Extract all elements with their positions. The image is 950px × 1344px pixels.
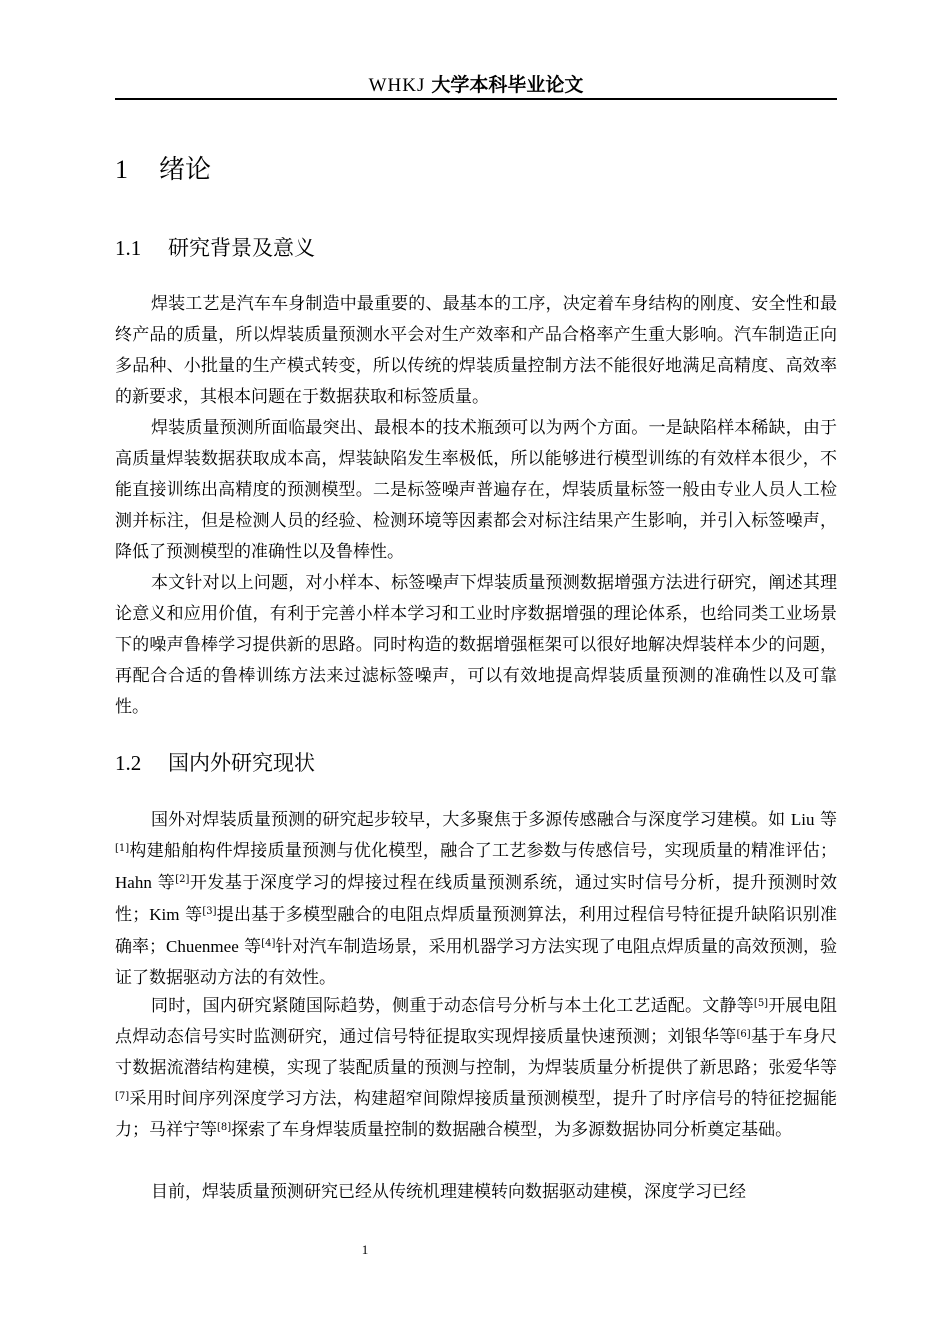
text-run: 同时，国内研究紧随国际趋势，侧重于动态信号分析与本土化工艺适配。文静等 (151, 996, 754, 1016)
text-run: 等 (814, 810, 838, 830)
running-header (115, 72, 837, 99)
citation-ref: [2] (175, 874, 190, 885)
text-run: 开发基于深度学习的焊接过程在线质量预测系统，通过实时信号分析，提升预测时效性； (115, 873, 838, 925)
page-number: 1 (361, 1242, 369, 1257)
section-heading-1-2 (115, 749, 315, 777)
citation-ref: [6] (736, 1029, 751, 1040)
text-run: 构建船舶构件焊接质量预测与优化模型，融合了工艺参数与传感信号，实现质量的精准评估； (129, 841, 837, 861)
paragraph: 目前，焊装质量预测研究已经从传统机理建模转向数据驱动建模，深度学习已经 (151, 1182, 746, 1202)
section-title: 研究背景及意义 (168, 236, 315, 260)
text-run: 探索了车身焊装质量控制的数据融合模型，为多源数据协同分析奠定基础。 (231, 1120, 793, 1140)
paragraph: 焊装质量预测所面临最突出、最根本的技术瓶颈可以为两个方面。一是缺陷样本稀缺，由于高质量焊装数据获取成本高，焊装缺陷发生率极低，所以能够进行模型训练的有效样本很少，不能直接训练出高精度的预测模型。二是标签噪声普遍存在，焊装质量标签一般由专业人员人工检测并标注，但是检测人员的经验、检测环境等因素都会对标注结果产生影响，并引入标签噪声，降低了预测模型的准确性以及鲁棒性。 (115, 418, 837, 562)
citation-ref: [8] (217, 1122, 232, 1133)
paragraph-foreign-research (115, 804, 837, 994)
header-rule (115, 98, 837, 100)
author-name: Kim (149, 905, 180, 924)
text-run: 国外对焊装质量预测的研究起步较早，大多聚焦于多源传感融合与深度学习建模。如 (151, 810, 791, 830)
text-run: 针对汽车制造场景，采用机器学习方法实现了电阻点焊质量的高效预测，验证了数据驱动方法的有效性。 (115, 937, 838, 988)
section-title: 国内外研究现状 (168, 751, 315, 775)
header-code: WHKJ (368, 75, 426, 96)
author-name: Hahn (115, 873, 152, 892)
citation-ref: [7] (115, 1091, 130, 1102)
section-heading-1-1 (115, 234, 315, 262)
author-name: Liu (790, 810, 815, 829)
text-run: 等 (151, 873, 176, 893)
chapter-title: 绪论 (159, 155, 212, 185)
text-run: 基于车身尺寸数据流潜结构建模，实现了装配质量的预测与控制，为焊装质量分析提供了新思路；张爱华等 (115, 1027, 838, 1078)
section-number: 1.2 (115, 751, 142, 775)
text-run: 提出基于多模型融合的电阻点焊质量预测算法，利用过程信号特征提升缺陷识别准确率； (115, 905, 838, 957)
paragraph: 焊装工艺是汽车车身制造中最重要的、最基本的工序，决定着车身结构的刚度、安全性和最终产品的质量，所以焊装质量预测水平会对生产效率和产品合格率产生重大影响。汽车制造正向多品种、小批量的生产模式转变，所以传统的焊装质量控制方法不能很好地满足高精度、高效率的新要求，其根本问题在于数据获取和标签质量。 (115, 294, 837, 407)
text-run: 开展电阻点焊动态信号实时监测研究，通过信号特征提取实现焊接质量快速预测；刘银华等 (115, 996, 837, 1047)
text-run: 等 (238, 937, 262, 957)
paragraph: 本文针对以上问题，对小样本、标签噪声下焊装质量预测数据增强方法进行研究，阐述其理论意义和应用价值，有利于完善小样本学习和工业时序数据增强的理论体系，也给同类工业场景下的噪声鲁棒学习提供新的思路。同时构造的数据增强框架可以很好地解决焊装样本少的问题，再配合合适的鲁棒训练方法来过滤标签噪声，可以有效地提高焊装质量预测的准确性以及可靠性。 (115, 573, 837, 717)
citation-ref: [5] (753, 998, 769, 1009)
citation-ref: [1] (115, 843, 130, 854)
author-name: Chuenmee (166, 937, 239, 956)
text-run: 等 (179, 905, 203, 925)
section-number: 1.1 (115, 236, 142, 260)
chapter-heading (115, 153, 211, 187)
header-title: 大学本科毕业论文 (431, 74, 584, 96)
citation-ref: [4] (261, 938, 276, 949)
paragraph-domestic-research (115, 991, 837, 1146)
citation-ref: [3] (202, 906, 217, 917)
text-run: 采用时间序列深度学习方法，构建超窄间隙焊接质量预测模型，提升了时序信号的特征挖掘能力；马祥宁等 (115, 1089, 837, 1140)
chapter-number: 1 (115, 155, 128, 184)
